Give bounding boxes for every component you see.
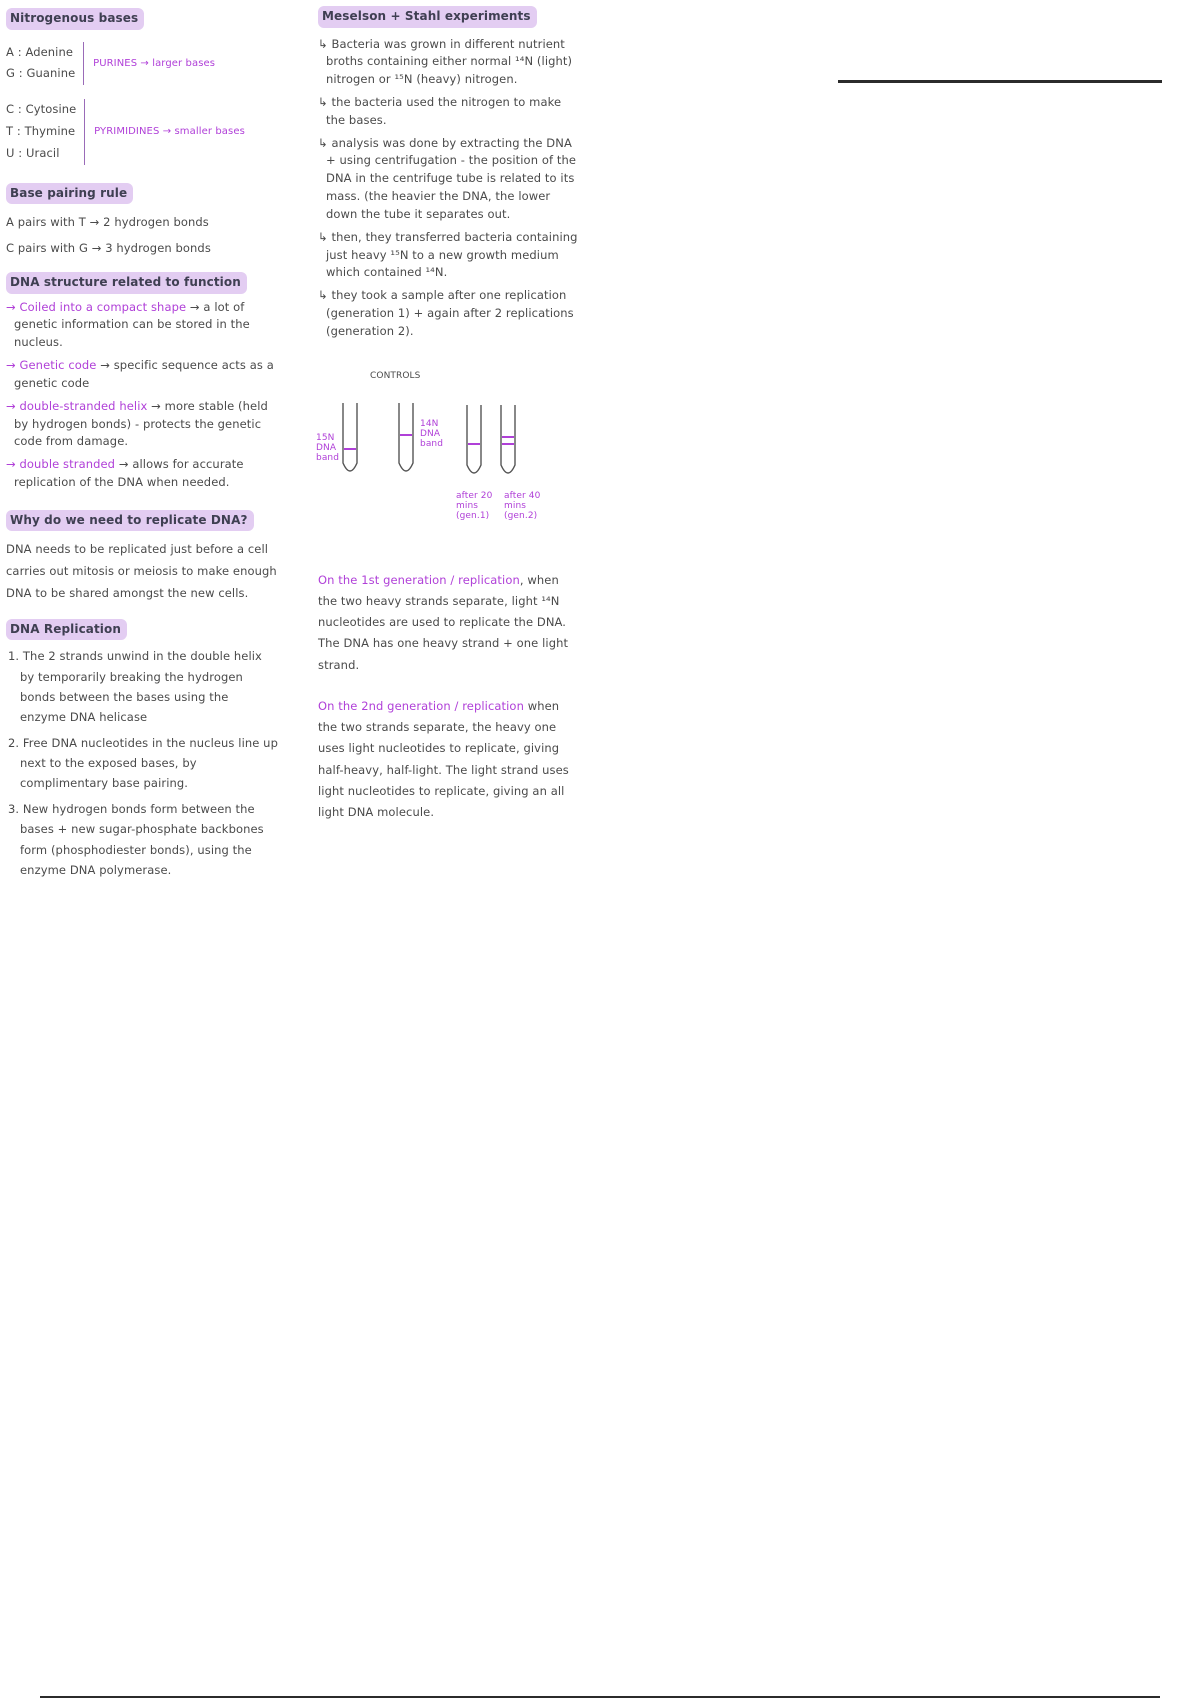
replication-step: 3. New hydrogen bonds form between the bases + new sugar-phosphate backbones form (phosphodiester bonds), using the enzyme DNA polymerase.: [8, 802, 264, 877]
light-band-label: 14N DNA band: [420, 418, 444, 450]
base-pairing-section: [6, 183, 278, 258]
gen2-label: after 40 mins (gen.2): [504, 490, 541, 522]
structure-bullet-text: → more stable (held by hydrogen bonds) - protects the genetic code from damage.: [14, 398, 268, 449]
controls-label: CONTROLS: [370, 370, 421, 381]
control-tube-heavy: [340, 401, 360, 481]
structure-bullet-accent: → Genetic code: [6, 358, 97, 373]
structure-bullet: [6, 456, 278, 492]
experiment-bullet: ↳ Bacteria was grown in different nutrient broths containing either normal ¹⁴N (light) nitrogen or ¹⁵N (heavy) nitrogen.: [318, 36, 573, 87]
gen1-text: , when the two heavy strands separate, light ¹⁴N nucleotides are used to replicate the DNA. The DNA has one heavy strand + one light strand.: [318, 572, 569, 672]
top-right-rule: [838, 80, 1162, 83]
heavy-band-label: 15N DNA band: [316, 432, 340, 464]
experiment-bullet: ↳ analysis was done by extracting the DNA + using centrifugation - the position of the DNA in the centrifuge tube is related to its mass. (the heavier the DNA, the lower down the tube it separates out.: [318, 135, 577, 221]
pyrimidine-cytosine: C : Cytosine: [6, 102, 77, 117]
replication-step: 1. The 2 strands unwind in the double helix by temporarily breaking the hydrogen bonds between the bases using the enzyme DNA helicase: [8, 649, 262, 724]
gen2-paragraph: [318, 696, 580, 824]
experiment-bullet: ↳ they took a sample after one replication (generation 1) + again after 2 replications (generation 2).: [318, 288, 574, 338]
nitrogenous-bases-heading: Nitrogenous bases: [6, 8, 144, 30]
control-tube-light: [396, 401, 416, 481]
gen2-tube: [498, 403, 518, 483]
structure-bullet-accent: → double-stranded helix: [6, 398, 148, 413]
centrifuge-diagram: [318, 371, 578, 536]
structure-bullet: [6, 299, 278, 352]
gen1-accent: On the 1st generation / replication: [318, 572, 520, 587]
experiment-bullet: ↳ the bacteria used the nitrogen to make the bases.: [318, 95, 562, 127]
pairing-line-at: A pairs with T → 2 hydrogen bonds: [6, 215, 209, 230]
pyrimidine-uracil: U : Uracil: [6, 145, 60, 160]
gen1-tube: [464, 403, 484, 483]
pyrimidine-thymine: T : Thymine: [6, 124, 76, 139]
structure-bullet-text: → specific sequence acts as a genetic code: [14, 358, 274, 390]
structure-heading: DNA structure related to function: [6, 272, 247, 294]
dna-replication-heading: DNA Replication: [6, 619, 127, 641]
purines-group: [6, 42, 278, 86]
gen2-accent: On the 2nd generation / replication: [318, 698, 524, 713]
middle-column: [318, 6, 580, 824]
pairing-line-cg: C pairs with G → 3 hydrogen bonds: [6, 241, 211, 256]
purines-label: PURINES → larger bases: [93, 57, 216, 69]
experiment-bullet: ↳ then, they transferred bacteria containing just heavy ¹⁵N to a new growth medium which contained ¹⁴N.: [318, 229, 578, 280]
purine-guanine: G : Guanine: [6, 66, 76, 81]
pyrimidines-label: PYRIMIDINES → smaller bases: [94, 126, 245, 138]
structure-bullet-accent: → Coiled into a compact shape: [6, 299, 187, 314]
structure-bullet-text: → allows for accurate replication of the DNA when needed.: [14, 457, 244, 489]
gen2-text: when the two strands separate, the heavy one uses light nucleotides to replicate, giving half-heavy, half-light. The light strand uses light nucleotides to replicate, giving an all light DNA molecule.: [318, 698, 569, 820]
purine-adenine: A : Adenine: [6, 44, 74, 59]
why-replicate-heading: Why do we need to replicate DNA?: [6, 510, 254, 532]
structure-section: [6, 272, 278, 492]
why-replicate-text: DNA needs to be replicated just before a cell carries out mitosis or meiosis to make enough DNA to be shared amongst the new cells.: [6, 542, 277, 601]
why-replicate-section: [6, 510, 278, 605]
bottom-rule: [40, 1696, 1160, 1698]
gen1-label: after 20 mins (gen.1): [456, 490, 493, 522]
pyrimidines-list: [6, 99, 85, 165]
structure-bullet-accent: → double stranded: [6, 457, 116, 472]
structure-bullet: [6, 398, 278, 451]
structure-bullet: [6, 357, 278, 393]
pyrimidines-group: [6, 99, 278, 165]
base-pairing-heading: Base pairing rule: [6, 183, 133, 205]
dna-replication-section: [6, 619, 278, 880]
replication-step: 2. Free DNA nucleotides in the nucleus line up next to the exposed bases, by complimentary base pairing.: [8, 735, 278, 791]
nitrogenous-bases-section: [6, 8, 278, 165]
gen1-paragraph: [318, 570, 580, 676]
left-column: [6, 8, 278, 880]
replication-steps: [6, 646, 278, 879]
structure-bullet-text: → a lot of genetic information can be stored in the nucleus.: [14, 299, 250, 350]
purines-list: [6, 42, 84, 86]
meselson-stahl-heading: Meselson + Stahl experiments: [318, 6, 537, 28]
